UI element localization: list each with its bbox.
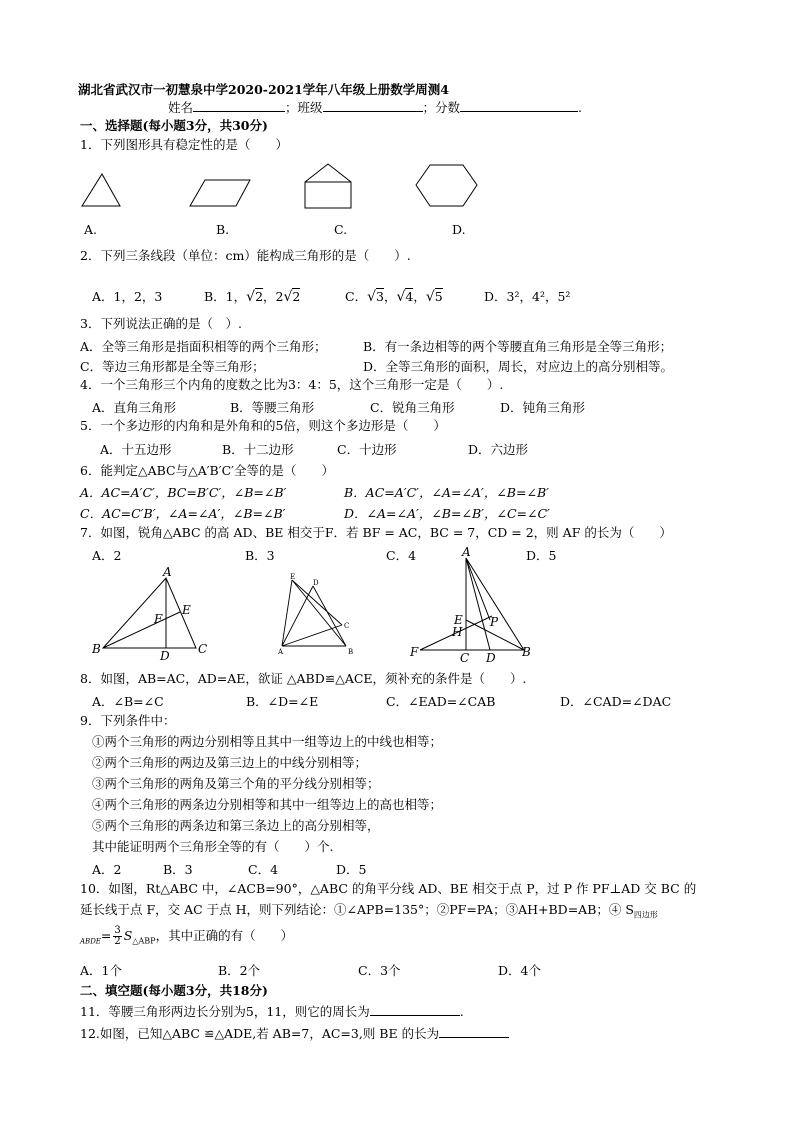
hexagon-shape bbox=[416, 165, 477, 206]
q4-stem: 4．一个三角形三个内角的度数之比为3：4：5，这个三角形一定是（ ）. bbox=[80, 377, 504, 392]
q2-option-a[interactable]: A．1，2，3 bbox=[92, 289, 163, 304]
q1-option-d[interactable]: D. bbox=[452, 222, 466, 237]
q11-stem: 11．等腰三角形两边长分别为5，11，则它的周长为 . bbox=[80, 1004, 464, 1019]
student-info-line bbox=[168, 99, 582, 116]
score-field[interactable] bbox=[460, 99, 578, 112]
name-field[interactable] bbox=[193, 99, 285, 112]
q7-option-d[interactable]: D．5 bbox=[526, 548, 557, 563]
q2-option-d[interactable]: D．3²，4²，5² bbox=[484, 289, 571, 304]
fig3-label-d: D bbox=[486, 651, 496, 665]
q2-stem: 2．下列三条线段（单位：cm）能构成三角形的是（ ）. bbox=[80, 248, 411, 263]
name-label: 姓名 bbox=[168, 100, 194, 115]
q2-option-c[interactable]: C．√3，√4，√5 bbox=[345, 289, 443, 305]
fig3-label-f: F bbox=[410, 645, 419, 659]
q9-item-3: ③两个三角形的两角及第三个角的平分线分别相等； bbox=[92, 776, 380, 791]
q5-option-c[interactable]: C．十边形 bbox=[337, 442, 397, 457]
q7-option-a[interactable]: A．2 bbox=[92, 548, 122, 563]
q9-item-4: ④两个三角形的两条边分别相等和其中一组等边上的高也相等； bbox=[92, 797, 443, 812]
q12-answer-field[interactable] bbox=[439, 1025, 509, 1038]
q1-stem: 1．下列图形具有稳定性的是（ ） bbox=[80, 137, 288, 152]
q1-option-c[interactable]: C. bbox=[334, 222, 348, 237]
class-label: ；班级 bbox=[285, 100, 323, 115]
house-pentagon-shape bbox=[305, 164, 351, 208]
q3-option-a[interactable]: A．全等三角形是指面积相等的两个三角形； bbox=[80, 339, 327, 354]
fig3-label-c: C bbox=[460, 651, 470, 665]
fig3-label-p: P bbox=[490, 615, 499, 629]
section1-title: 一、选择题(每小题3分，共30分) bbox=[80, 118, 268, 133]
q6-option-c[interactable]: C．AC=C′B′，∠A=∠A′，∠B=∠B′ bbox=[80, 506, 286, 521]
q8-stem: 8．如图，AB=AC，AD=AE，欲证 △ABD≌△ACE，须补充的条件是（ ）. bbox=[80, 671, 527, 686]
q8-option-c[interactable]: C．∠EAD=∠CAB bbox=[386, 694, 496, 709]
score-label: ；分数 bbox=[422, 100, 461, 115]
q2-option-b[interactable]: B．1，√2，2√2 bbox=[204, 289, 301, 305]
fig3-label-a: A bbox=[462, 545, 471, 559]
q5-option-a[interactable]: A．十五边形 bbox=[100, 442, 172, 457]
q8-option-b[interactable]: B．∠D=∠E bbox=[246, 694, 319, 709]
q4-option-d[interactable]: D．钝角三角形 bbox=[500, 400, 586, 415]
header-end: . bbox=[578, 100, 583, 115]
q10-line1: 10．如图，Rt△ABC 中，∠ACB=90°，△ABC 的角平分线 AD、BE 相交于点 P，过 P 作 PF⊥AD 交 BC 的 bbox=[80, 881, 697, 896]
class-field[interactable] bbox=[323, 99, 423, 112]
q8-option-a[interactable]: A．∠B=∠C bbox=[92, 694, 164, 709]
fraction-three-halves: $\frac{3}{2}$ bbox=[114, 925, 121, 947]
section2-title: 二、填空题(每小题3分，共18分) bbox=[80, 983, 268, 998]
q9-option-c[interactable]: C．4 bbox=[248, 862, 279, 877]
q9-item-5: ⑤两个三角形的两条边和第三条边上的高分别相等， bbox=[92, 818, 380, 833]
q9-option-a[interactable]: A．2 bbox=[92, 862, 122, 877]
q10-option-a[interactable]: A．1个 bbox=[80, 963, 122, 978]
fig1-label-c: C bbox=[198, 642, 208, 656]
q6-stem: 6．能判定△ABC与△A′B′C′全等的是（ ） bbox=[80, 463, 334, 478]
fig2-label-e: E bbox=[290, 573, 296, 581]
q7-stem: 7．如图，锐角△ABC 的高 AD、BE 相交于F．若 BF = AC，BC = 7，CD = 2，则 AF 的长为（ ） bbox=[80, 525, 672, 540]
fig1-label-a: A bbox=[163, 566, 172, 579]
q3-option-d[interactable]: D．全等三角形的面积，周长，对应边上的高分别相等。 bbox=[363, 359, 674, 374]
q3-stem: 3．下列说法正确的是（ ）. bbox=[80, 316, 242, 331]
fig2-label-c: C bbox=[344, 622, 350, 630]
q10-line3: $_{ABDE}$= $\frac{3}{2}$ $S_{\triangle ABP}$，其中正确的有（ ） bbox=[80, 925, 294, 947]
q11-answer-field[interactable] bbox=[370, 1003, 460, 1016]
q1-option-b[interactable]: B. bbox=[216, 222, 230, 237]
q1-figures bbox=[70, 160, 490, 215]
q9-option-d[interactable]: D．5 bbox=[336, 862, 367, 877]
q5-option-d[interactable]: D．六边形 bbox=[468, 442, 529, 457]
fig1-label-e: E bbox=[182, 603, 191, 617]
q3-option-b[interactable]: B．有一条边相等的两个等腰直角三角形是全等三角形； bbox=[363, 339, 673, 354]
q6-option-d[interactable]: D．∠A=∠A′，∠B=∠B′，∠C=∠C′ bbox=[344, 506, 550, 521]
q9-option-b[interactable]: B．3 bbox=[163, 862, 193, 877]
parallelogram-shape bbox=[190, 180, 250, 206]
q5-stem: 5．一个多边形的内角和是外角和的5倍，则这个多边形是（ ） bbox=[80, 418, 446, 433]
q4-option-b[interactable]: B．等腰三角形 bbox=[230, 400, 315, 415]
fig3-label-h: H bbox=[452, 625, 463, 639]
fig3-label-e: E bbox=[454, 613, 463, 627]
q6-option-a[interactable]: A．AC=A′C′，BC=B′C′，∠B=∠B′ bbox=[80, 485, 287, 500]
q4-option-a[interactable]: A．直角三角形 bbox=[92, 400, 177, 415]
q9-stem: 9．下列条件中： bbox=[80, 713, 176, 728]
q10-line2: 延长线于点 F，交 AC 于点 H，则下列结论：①∠APB=135°；②PF=PA；③AH+BD=AB；④ $S_{四边形}$ bbox=[80, 902, 658, 920]
q5-option-b[interactable]: B．十二边形 bbox=[222, 442, 294, 457]
fig2-label-b: B bbox=[348, 648, 354, 656]
q6-option-b[interactable]: B．AC=A′C′，∠A=∠A′，∠B=∠B′ bbox=[344, 485, 549, 500]
q7-option-b[interactable]: B．3 bbox=[245, 548, 275, 563]
q1-option-a[interactable]: A. bbox=[84, 222, 98, 237]
q10-figure bbox=[408, 544, 538, 666]
fig1-label-b: B bbox=[92, 642, 101, 656]
q10-option-c[interactable]: C．3个 bbox=[358, 963, 401, 978]
q7-figure bbox=[88, 566, 218, 662]
q10-option-b[interactable]: B．2个 bbox=[218, 963, 261, 978]
q12-stem: 12.如图，已知△ABC ≌△ADE,若 AB=7，AC=3,则 BE 的长为 bbox=[80, 1025, 509, 1042]
q3-option-c[interactable]: C．等边三角形都是全等三角形； bbox=[80, 359, 265, 374]
triangle-shape bbox=[82, 174, 120, 206]
fig1-label-d: D bbox=[160, 649, 170, 662]
q9-item-1: ①两个三角形的两边分别相等且其中一组等边上的中线也相等； bbox=[92, 734, 443, 749]
exam-title: 湖北省武汉市一初慧泉中学2020-2021学年八年级上册数学周测4 bbox=[78, 82, 449, 97]
q8-option-d[interactable]: D．∠CAD=∠DAC bbox=[560, 694, 672, 709]
fig2-label-d: D bbox=[313, 579, 319, 587]
q7-option-c[interactable]: C．4 bbox=[386, 548, 417, 563]
fig2-label-a: A bbox=[278, 648, 284, 656]
q8-figure bbox=[270, 570, 360, 658]
q9-item-2: ②两个三角形的两边及第三边上的中线分别相等； bbox=[92, 755, 368, 770]
q9-tail: 其中能证明两个三角形全等的有（ ）个. bbox=[92, 839, 334, 854]
fig1-label-f: F bbox=[154, 612, 163, 626]
fig3-label-b: B bbox=[522, 645, 531, 659]
q10-option-d[interactable]: D．4个 bbox=[498, 963, 541, 978]
q4-option-c[interactable]: C．锐角三角形 bbox=[370, 400, 455, 415]
